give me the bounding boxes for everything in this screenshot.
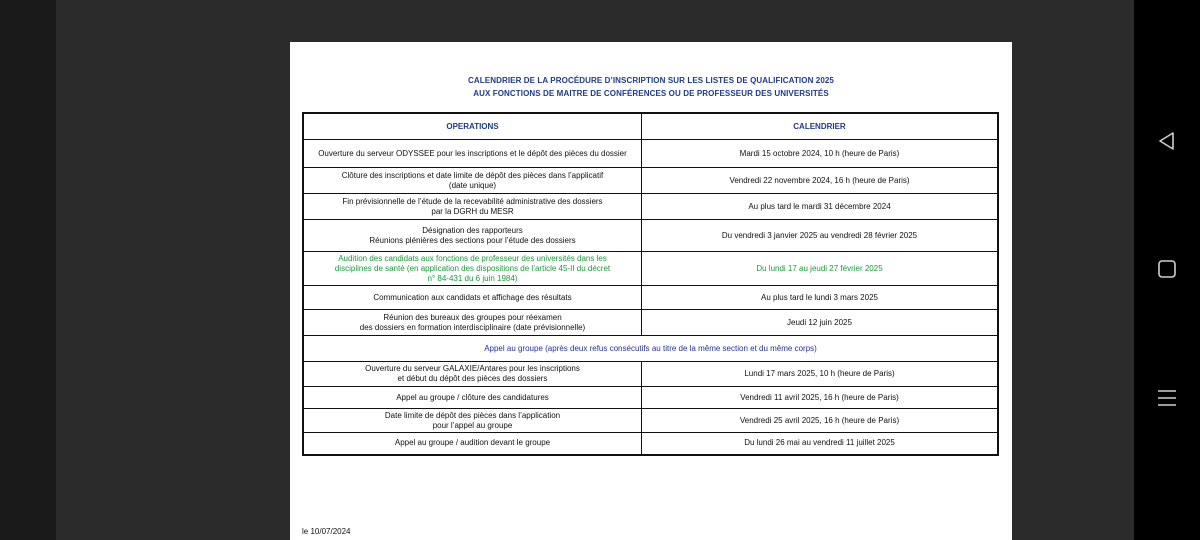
op-cell [303,220,642,252]
op-cell [303,140,642,168]
table-row [303,409,998,433]
table-header-row [303,113,998,140]
op-cell [303,362,642,387]
op-text: Ouverture du serveur GALAXIE/Antares pour les inscriptions [365,364,580,373]
footer-date: le 10/07/2024 [302,527,351,536]
op-text: Désignation des rapporteurs [422,225,523,235]
op-text: Communication aux candidats et affichage des résultats [373,292,572,302]
title-line-1: CALENDRIER DE LA PROCÉDURE D’INSCRIPTION SUR LES LISTES DE QUALIFICATION 2025 [468,76,834,85]
op-cell [303,286,642,310]
op-cell [303,387,642,409]
op-text: des dossiers en formation interdisciplinaire (date prévisionnelle) [359,322,586,332]
table-row [303,362,998,387]
square-home-icon [1156,258,1178,280]
op-text: Réunions plénières des sections pour l’étude des dossiers [369,235,576,245]
op-text: Appel au groupe / clôture des candidatures [396,392,549,402]
table-row [303,336,998,362]
home-button[interactable] [1156,258,1178,280]
header-operations: OPERATIONS [303,113,642,140]
cal-cell: Vendredi 25 avril 2025, 16 h (heure de Paris) [642,409,999,433]
cal-cell: Au plus tard le mardi 31 décembre 2024 [642,194,999,220]
table-row [303,252,998,286]
op-cell [303,252,642,286]
group-header-cell: Appel au groupe (après deux refus consécutifs au titre de la même section et du même corps) [303,336,998,362]
table-row [303,310,998,336]
op-text: disciplines de santé (en application des dispositions de l’article 45-II du décret [334,263,611,273]
cal-cell: Du lundi 26 mai au vendredi 11 juillet 2025 [642,433,999,455]
document-title [290,74,1012,100]
cal-cell: Lundi 17 mars 2025, 10 h (heure de Paris) [642,362,999,387]
op-text: Fin prévisionnelle de l’étude de la recevabilité administrative des dossiers [342,196,603,206]
cal-cell: Vendredi 22 novembre 2024, 16 h (heure de Paris) [642,168,999,194]
op-text: Réunion des bureaux des groupes pour réexamen [383,312,562,322]
cal-cell: Au plus tard le lundi 3 mars 2025 [642,286,999,310]
op-cell [303,409,642,433]
op-text: Clôture des inscriptions et date limite de dépôt des pièces dans l’applicatif [341,170,604,180]
table-row [303,286,998,310]
table-row [303,433,998,455]
op-text: Date limite de dépôt des pièces dans l’application [384,410,561,420]
op-cell [303,310,642,336]
calendar-table [302,112,999,456]
op-text: pour l’appel au groupe [432,420,513,430]
table-row [303,387,998,409]
triangle-back-icon [1156,130,1178,152]
op-text: Appel au groupe / audition devant le groupe [394,438,551,448]
cal-cell: Vendredi 11 avril 2025, 16 h (heure de Paris) [642,387,999,409]
header-calendar: CALENDRIER [642,113,999,140]
table-row [303,140,998,168]
op-text: Audition des candidats aux fonctions de professeur des universités dans les [338,253,607,263]
op-text: et début du dépôt des pièces des dossiers [397,374,548,383]
three-lines-recent-icon [1156,387,1178,409]
op-text: n° 84-431 du 6 juin 1984) [427,273,518,283]
op-text: (date unique) [448,180,497,190]
cal-cell: Mardi 15 octobre 2024, 10 h (heure de Paris) [642,140,999,168]
table-row [303,220,998,252]
document-viewer[interactable] [56,0,1134,540]
back-button[interactable] [1156,130,1178,152]
document-page [290,42,1012,540]
op-cell [303,168,642,194]
android-navbar [1134,0,1200,540]
title-line-2: AUX FONCTIONS DE MAITRE DE CONFÉRENCES OU DE PROFESSEUR DES UNIVERSITÉS [473,89,829,98]
table-row [303,194,998,220]
cal-cell: Du lundi 17 au jeudi 27 février 2025 [642,252,999,286]
table-row [303,168,998,194]
op-cell [303,433,642,455]
cal-cell: Jeudi 12 juin 2025 [642,310,999,336]
op-cell [303,194,642,220]
op-text: par la DGRH du MESR [431,206,514,216]
cal-cell: Du vendredi 3 janvier 2025 au vendredi 28 février 2025 [642,220,999,252]
op-text: Ouverture du serveur ODYSSEE pour les inscriptions et le dépôt des pièces du dossier [318,148,627,158]
recent-apps-button[interactable] [1156,387,1178,409]
